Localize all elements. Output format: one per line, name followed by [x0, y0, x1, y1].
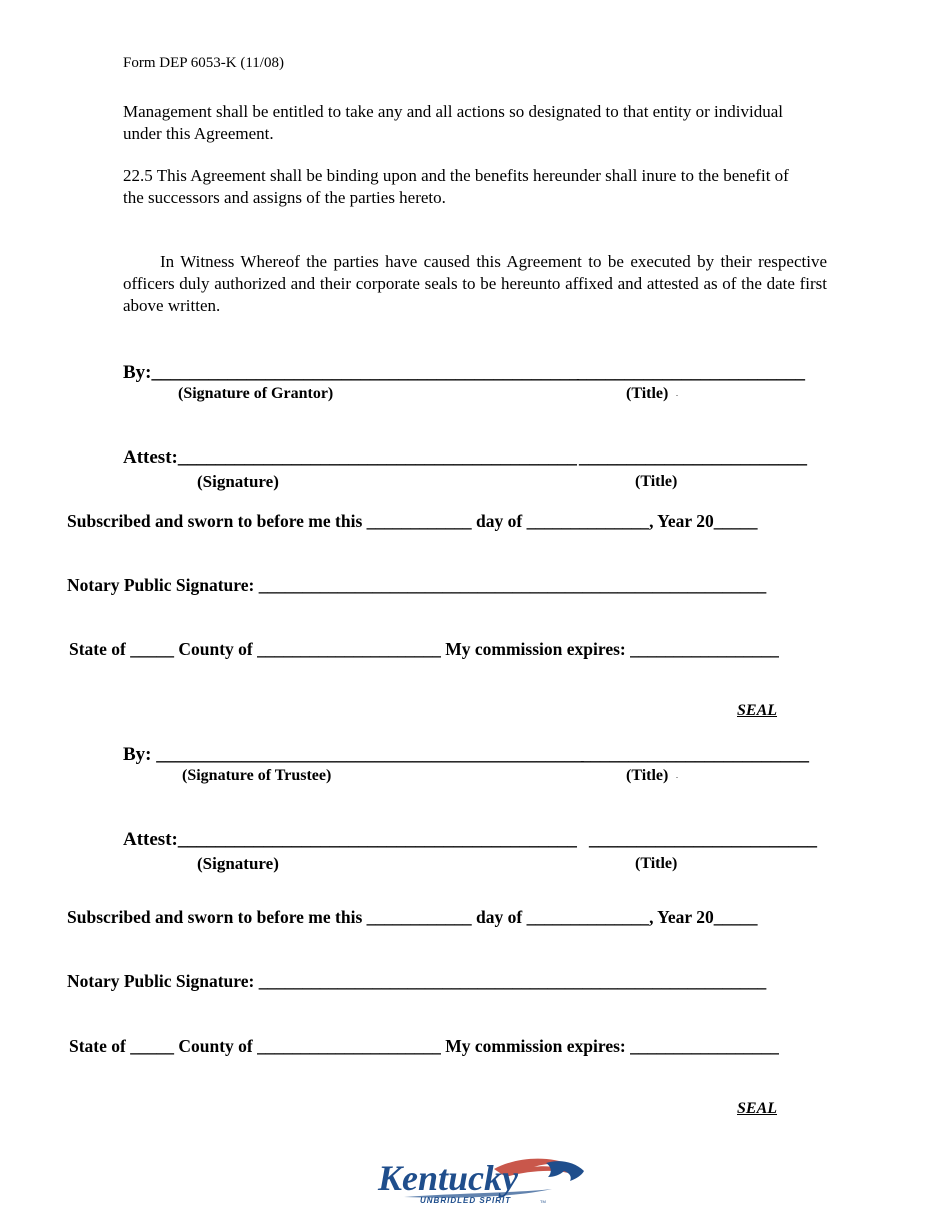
form-number: Form DEP 6053-K (11/08): [123, 55, 284, 71]
grantor-notary-signature-line[interactable]: Notary Public Signature: __________________________________________________________: [67, 575, 767, 595]
grantor-attest-title-caption: (Title): [635, 473, 678, 490]
trustee-title-dash: -: [676, 775, 678, 781]
trustee-title-line[interactable]: ________________________: [581, 744, 809, 765]
trustee-attest-line[interactable]: Attest:__________________________________________: [123, 829, 577, 850]
grantor-attest-caption: (Signature): [197, 472, 279, 491]
grantor-title-line[interactable]: ________________________: [577, 362, 805, 383]
logo-tagline: UNBRIDLED SPIRIT: [420, 1196, 512, 1205]
grantor-state-county-line[interactable]: State of _____ County of _____________________ My commission expires: _________________: [69, 639, 779, 659]
kentucky-logo: [376, 1157, 590, 1205]
trustee-sworn-line[interactable]: Subscribed and sworn to before me this ____________ day of ______________, Year 20_____: [67, 907, 758, 927]
logo-wordmark: Kentucky: [378, 1158, 518, 1198]
logo-trademark: TM: [540, 1199, 546, 1204]
grantor-title-dash: -: [676, 393, 678, 399]
trustee-signature-caption: (Signature of Trustee): [182, 767, 332, 784]
grantor-attest-title-line[interactable]: ________________________: [579, 447, 807, 468]
trustee-seal: SEAL: [737, 1100, 778, 1117]
grantor-signature-caption: (Signature of Grantor): [178, 385, 334, 402]
trustee-state-county-line[interactable]: State of _____ County of _____________________ My commission expires: _________________: [69, 1036, 779, 1056]
grantor-sworn-line[interactable]: Subscribed and sworn to before me this ____________ day of ______________, Year 20_____: [67, 511, 758, 531]
trustee-notary-signature-line[interactable]: Notary Public Signature: __________________________________________________________: [67, 971, 767, 991]
witness-paragraph: In Witness Whereof the parties have caused this Agreement to be executed by their respective officers duly authorized and their corporate seals to be hereunto affixed and attested as of the date first above written.: [123, 252, 827, 315]
grantor-title-caption: (Title): [626, 385, 669, 402]
horse-head-icon: [546, 1161, 584, 1181]
trustee-attest-title-line[interactable]: ________________________: [589, 829, 817, 850]
trustee-title-caption: (Title): [626, 767, 669, 784]
trustee-attest-title-caption: (Title): [635, 855, 678, 872]
clause-22-5-paragraph: 22.5 This Agreement shall be binding upon and the benefits hereunder shall inure to the benefit of the successors and assigns of the parties hereto.: [123, 166, 789, 207]
grantor-attest-line[interactable]: Attest:__________________________________________: [123, 447, 577, 468]
management-paragraph: Management shall be entitled to take any and all actions so designated to that entity or individual under this Agreement.: [123, 102, 783, 143]
trustee-attest-caption: (Signature): [197, 854, 279, 873]
trustee-signature-line[interactable]: By: _____________________________________________: [123, 744, 584, 765]
grantor-seal: SEAL: [737, 702, 778, 719]
grantor-signature-line[interactable]: By:_____________________________________________: [123, 362, 579, 383]
